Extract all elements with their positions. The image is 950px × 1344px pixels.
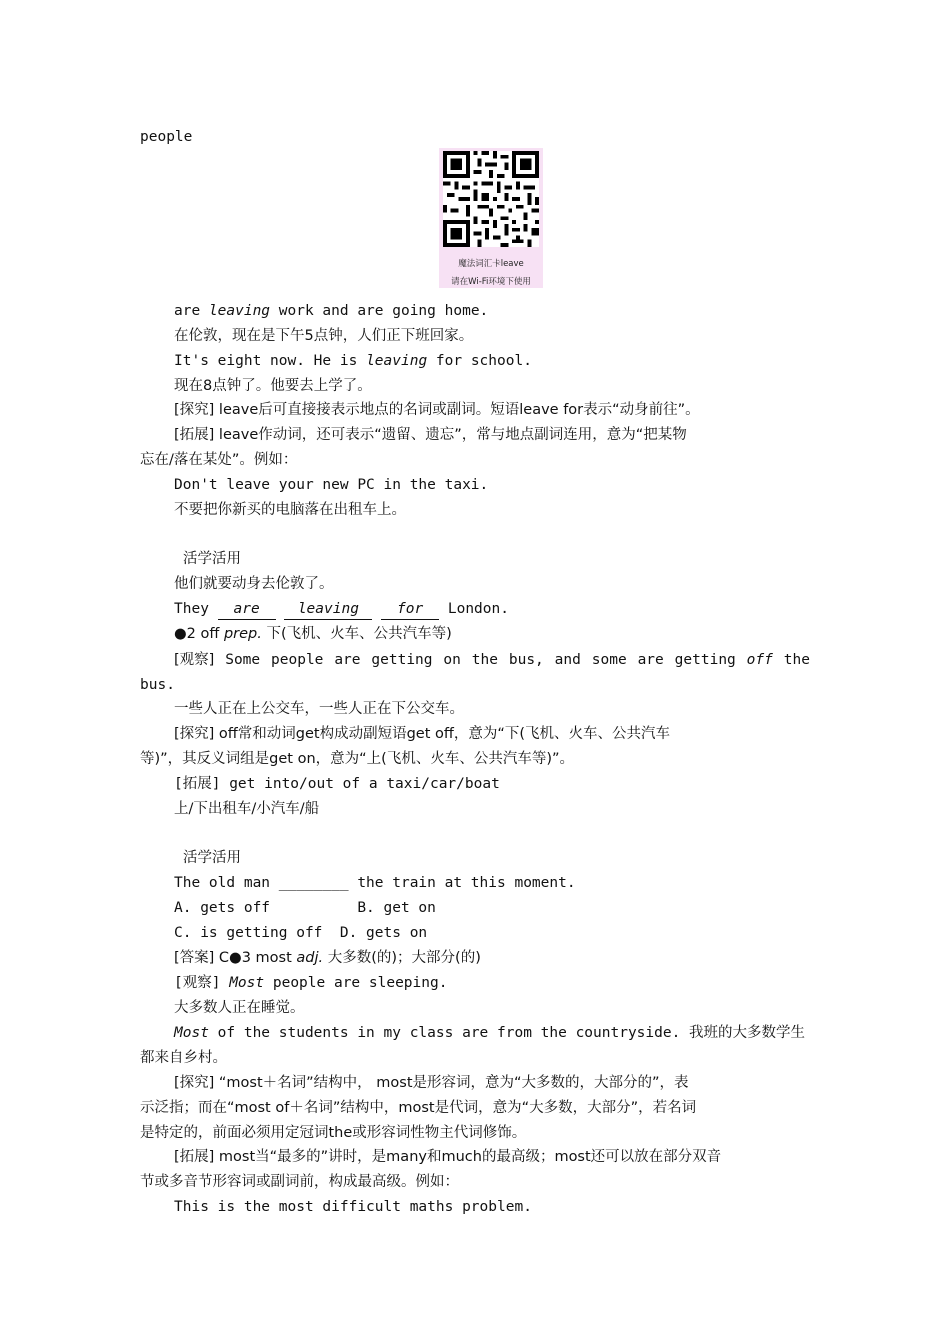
qr-caption-note: 请在Wi-Fi环境下使用 [451,277,531,287]
text-line: 一些人正在上公交车，一些人正在下公交车。 [174,701,464,717]
text-line: [拓展] get into/out of a taxi/car/boat [174,776,500,792]
text-line: 等)”，其反义词组是get on，意为“上(飞机、火车、公共汽车等)”。 [140,751,574,767]
text-span: [答案] C●3 most [174,950,297,966]
text-line [174,624,452,644]
text-span: 下(飞机、火车、公共汽车等) [261,626,452,642]
word: getting [371,652,433,668]
word: the [783,652,810,668]
word: Some [225,652,261,668]
text-line: Don't leave your new PC in the taxi. [174,477,489,493]
word: some [591,652,627,668]
italic-word: leaving [366,353,428,369]
text-span: [观察] [174,975,230,991]
word: and [554,652,581,668]
text-line: 节或多音节形容词或副词前，构成最高级。例如： [140,1174,459,1190]
text-line: 在伦敦，现在是下午5点钟，人们正下班回家。 [174,328,474,344]
text-span: work and are going home. [270,303,489,319]
option-line: A. gets off B. get on [174,900,436,916]
word: off [746,652,773,668]
text-span: ●2 off [174,626,224,642]
text-line: 都来自乡村。 [140,1050,227,1066]
text-line: This is the most difficult maths problem. [174,1199,532,1215]
italic-word: Most [174,1025,209,1041]
text-span: 大多数(的)；大部分(的) [323,950,481,966]
text-span: for school. [427,353,532,369]
text-line: 忘在/落在某处”。例如： [140,452,298,468]
text-line: 大多数人正在睡觉。 [174,1000,305,1016]
italic-word: adj. [296,950,324,966]
text-span: They [174,601,218,617]
word: on [443,652,461,668]
answer-blank: for [381,599,439,620]
text-line: [拓展] leave作动词，还可表示“遗留、遗忘”，常与地点副词连用，意为“把某物 [174,427,687,443]
text-line: 是特定的，前面必须用定冠词the或形容词性物主代词修饰。 [140,1125,527,1141]
question-line: The old man ________ the train at this moment. [174,875,576,891]
text-line: 上/下出租车/小汽车/船 [174,801,320,817]
text-line: people [140,129,193,145]
word: bus, [508,652,544,668]
text-line: 他们就要动身去伦敦了。 [174,576,334,592]
text-line: [探究] “most＋名词”结构中， most是形容词，意为“大多数的，大部分的”，表 [174,1075,689,1091]
text-line: 现在8点钟了。他要去上学了。 [174,378,372,394]
answer-line [174,948,481,968]
italic-word: Most [229,975,265,991]
section-heading: 活学活用 [183,850,241,866]
qr-caption-title: 魔法词汇卡leave [458,259,524,269]
word: are [334,652,361,668]
text-line: 不要把你新买的电脑落在出租车上。 [174,502,406,518]
text-line [174,301,488,321]
word: [观察] [174,652,215,668]
text-line: [拓展] most当“最多的”讲时，是many和much的最高级；most还可以放在部分双音 [174,1149,722,1165]
text-line: bus. [140,677,175,693]
text-line: [探究] leave后可直接接表示地点的名词或副词。短语leave for表示“动身前往”。 [174,402,700,418]
italic-word: prep. [223,626,262,642]
text-line: [探究] off常和动词get构成动副短语get off，意为“下(飞机、火车、公共汽车 [174,726,671,742]
option-line: C. is getting off D. gets on [174,925,428,941]
answer-blank: are [218,599,276,620]
answer-blank: leaving [284,599,372,620]
word: the [471,652,498,668]
text-line [174,973,447,993]
word: getting [674,652,736,668]
text-span: are [174,303,209,319]
text-span: of the students in my class are from the countryside. 我班的大多数学生 [208,1025,806,1041]
text-line: 示泛指；而在“most of＋名词”结构中，most是代词，意为“大多数，大部分”，若名词 [140,1100,697,1116]
qr-card[interactable] [439,148,543,288]
word: are [637,652,664,668]
text-line [174,650,810,670]
qr-code-icon [443,151,539,247]
section-heading: 活学活用 [183,551,241,567]
fill-in-line [174,599,509,620]
text-span: people are sleeping. [264,975,448,991]
text-span: London. [439,601,509,617]
word: people [271,652,324,668]
text-line [174,1023,805,1043]
text-line [174,351,532,371]
text-span: It's eight now. He is [174,353,367,369]
italic-word: leaving [208,303,271,319]
